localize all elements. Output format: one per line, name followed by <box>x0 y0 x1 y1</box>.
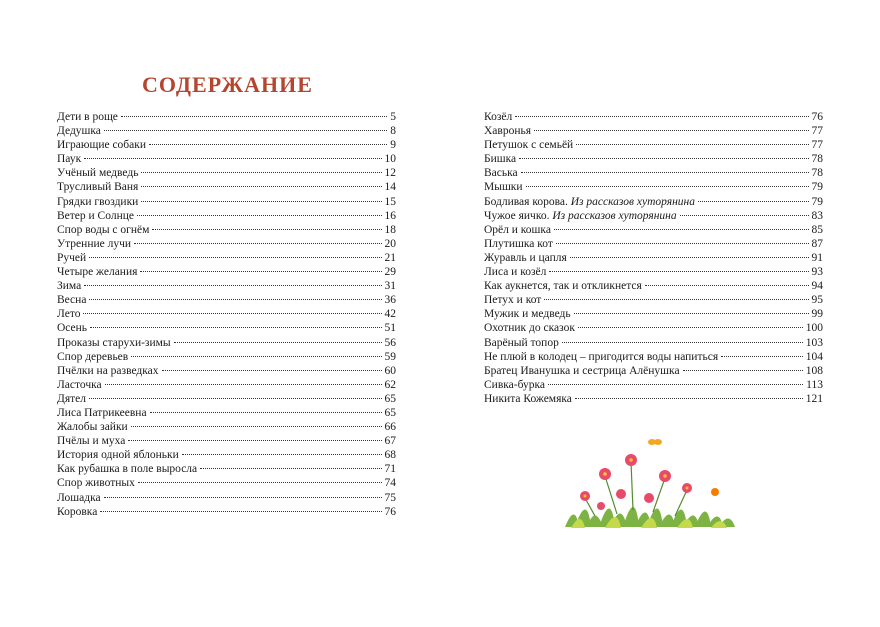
toc-entry-page: 16 <box>384 209 396 222</box>
toc-entry-page: 99 <box>811 308 823 321</box>
toc-left-column <box>57 110 396 519</box>
toc-entry <box>57 237 396 251</box>
toc-entry-page: 77 <box>811 125 823 138</box>
toc-entry <box>57 110 396 124</box>
dot-leader <box>521 172 809 173</box>
toc-entry-page: 79 <box>811 181 823 194</box>
dot-leader <box>174 342 382 343</box>
toc-entry-title: Не плюй в колодец – пригодится воды напиться <box>484 350 719 363</box>
dot-leader <box>83 313 381 314</box>
dot-leader <box>562 342 803 343</box>
toc-entry-title: Бишка <box>484 153 517 166</box>
toc-entry <box>484 378 823 392</box>
dot-leader <box>128 440 381 441</box>
toc-entry <box>484 392 823 406</box>
toc-entry-title: Спор воды с огнём <box>57 223 150 236</box>
toc-entry-title: Никита Кожемяка <box>484 392 572 405</box>
toc-entry-title: Дедушка <box>57 125 101 138</box>
toc-entry <box>484 336 823 350</box>
toc-entry <box>57 251 396 265</box>
toc-entry-title: Ласточка <box>57 378 102 391</box>
toc-entry-title: Пчёлки на разведках <box>57 364 159 377</box>
toc-entry <box>484 364 823 378</box>
dot-leader <box>576 144 808 145</box>
toc-entry-title: Четыре желания <box>57 266 138 279</box>
toc-entry-title: История одной яблоньки <box>57 449 179 462</box>
toc-entry-title: Журавль и цапля <box>484 251 567 264</box>
dot-leader <box>698 201 809 202</box>
toc-entry-page: 103 <box>805 336 823 349</box>
toc-entry-title: Сивка-бурка <box>484 378 546 391</box>
toc-entry-title: Петушок с семьёй <box>484 139 574 152</box>
dot-leader <box>721 356 803 357</box>
toc-entry-title: Варёный топор <box>484 336 559 349</box>
toc-entry-title: Утренние лучи <box>57 237 132 250</box>
dot-leader <box>89 257 381 258</box>
toc-entry <box>484 124 823 138</box>
toc-entry <box>57 223 396 237</box>
toc-entry <box>484 138 823 152</box>
dot-leader <box>534 130 808 131</box>
toc-entry-page: 31 <box>384 280 396 293</box>
toc-entry <box>57 180 396 194</box>
dot-leader <box>544 299 808 300</box>
toc-entry <box>57 336 396 350</box>
toc-entry-page: 8 <box>390 125 396 138</box>
toc-entry <box>57 434 396 448</box>
toc-entry <box>484 195 823 209</box>
toc-entry-page: 18 <box>384 223 396 236</box>
toc-entry <box>57 364 396 378</box>
dot-leader <box>574 313 809 314</box>
toc-entry <box>484 293 823 307</box>
toc-entry-title: Лиса и козёл <box>484 266 547 279</box>
toc-entry-title: Жалобы зайки <box>57 421 128 434</box>
toc-entry <box>57 138 396 152</box>
dot-leader <box>90 327 381 328</box>
toc-entry-title: Дети в роще <box>57 111 118 123</box>
toc-entry <box>57 378 396 392</box>
toc-entry-page: 62 <box>384 378 396 391</box>
toc-entry-page: 87 <box>811 237 823 250</box>
dot-leader <box>104 497 382 498</box>
toc-entry-page: 67 <box>384 435 396 448</box>
toc-right-column <box>484 110 823 406</box>
toc-entry <box>57 448 396 462</box>
toc-entry-note: Из рассказов хуторянина <box>570 195 695 208</box>
toc-entry-page: 68 <box>384 449 396 462</box>
toc-entry-page: 56 <box>384 336 396 349</box>
toc-entry-title: Ветер и Солнце <box>57 209 134 222</box>
toc-entry-page: 71 <box>384 463 396 476</box>
dot-leader <box>149 144 387 145</box>
toc-entry-title: Осень <box>57 322 88 335</box>
toc-entry-title: Козёл <box>484 111 513 123</box>
toc-entry <box>484 307 823 321</box>
dot-leader <box>554 229 809 230</box>
toc-entry-title: Как рубашка в поле выросла <box>57 463 198 476</box>
toc-entry-page: 108 <box>805 364 823 377</box>
toc-entry <box>57 350 396 364</box>
toc-entry <box>57 279 396 293</box>
toc-entry <box>484 180 823 194</box>
dot-leader <box>105 384 382 385</box>
toc-entry-title: Ручей <box>57 251 87 264</box>
dot-leader <box>200 468 381 469</box>
toc-entry-title: Братец Иванушка и сестрица Алёнушка <box>484 364 680 377</box>
toc-entry-page: 113 <box>806 378 823 391</box>
dot-leader <box>141 172 381 173</box>
toc-entry-title: Проказы старухи-зимы <box>57 336 171 349</box>
toc-entry-page: 93 <box>811 266 823 279</box>
toc-entry-title: Пчёлы и муха <box>57 435 126 448</box>
toc-entry-page: 42 <box>384 308 396 321</box>
toc-entry-page: 5 <box>390 111 396 123</box>
toc-entry-title: Лошадка <box>57 491 101 504</box>
toc-entry <box>484 110 823 124</box>
toc-entry-page: 29 <box>384 266 396 279</box>
dot-leader <box>140 271 381 272</box>
toc-entry-page: 74 <box>384 477 396 490</box>
dot-leader <box>575 398 803 399</box>
toc-entry-page: 51 <box>384 322 396 335</box>
toc-entry-page: 76 <box>811 111 823 123</box>
dot-leader <box>680 215 809 216</box>
toc-entry-page: 59 <box>384 350 396 363</box>
toc-entry-page: 94 <box>811 280 823 293</box>
dot-leader <box>131 426 382 427</box>
dot-leader <box>84 285 381 286</box>
toc-entry <box>57 152 396 166</box>
toc-entry-page: 85 <box>811 223 823 236</box>
toc-entry-page: 36 <box>384 294 396 307</box>
toc-entry-title: Орёл и кошка <box>484 223 551 236</box>
toc-entry-title: Паук <box>57 153 82 166</box>
toc-entry-page: 79 <box>811 195 823 208</box>
toc-entry-title: Чужое яичко. Из рассказов хуторянина <box>484 209 677 222</box>
toc-entry <box>484 152 823 166</box>
toc-entry <box>484 237 823 251</box>
toc-entry <box>57 491 396 505</box>
dot-leader <box>162 370 382 371</box>
toc-entry <box>57 420 396 434</box>
dot-leader <box>570 257 809 258</box>
dot-leader <box>141 201 381 202</box>
toc-entry-page: 60 <box>384 364 396 377</box>
toc-entry-page: 78 <box>811 167 823 180</box>
toc-entry-title: Лиса Патрикеевна <box>57 406 147 419</box>
toc-entry <box>484 166 823 180</box>
toc-entry <box>57 209 396 223</box>
toc-entry <box>57 462 396 476</box>
toc-entry-page: 14 <box>384 181 396 194</box>
toc-entry <box>484 265 823 279</box>
toc-entry-page: 100 <box>805 322 823 335</box>
toc-entry-title: Плутишка кот <box>484 237 553 250</box>
toc-entry-page: 121 <box>805 392 823 405</box>
toc-entry <box>484 251 823 265</box>
toc-entry-page: 95 <box>811 294 823 307</box>
toc-entry-title: Охотник до сказок <box>484 322 575 335</box>
toc-entry-title: Весна <box>57 294 87 307</box>
toc-entry-page: 77 <box>811 139 823 152</box>
toc-entry-title: Васька <box>484 167 518 180</box>
dot-leader <box>152 229 381 230</box>
toc-entry <box>484 209 823 223</box>
toc-entry <box>57 293 396 307</box>
flowers-and-butterfly-illustration <box>565 432 735 532</box>
toc-entry-title: Грядки гвоздики <box>57 195 139 208</box>
dot-leader <box>645 285 809 286</box>
dot-leader <box>578 327 803 328</box>
toc-entry <box>57 265 396 279</box>
toc-entry-title: Коровка <box>57 505 98 518</box>
toc-entry-page: 104 <box>805 350 823 363</box>
toc-entry <box>484 223 823 237</box>
dot-leader <box>519 158 808 159</box>
page-title: СОДЕРЖАНИЕ <box>142 72 313 97</box>
toc-entry <box>57 392 396 406</box>
toc-entry-title: Спор деревьев <box>57 350 129 363</box>
toc-entry-page: 75 <box>384 491 396 504</box>
toc-entry <box>484 321 823 335</box>
toc-entry-title: Дятел <box>57 392 87 405</box>
toc-entry-title: Мужик и медведь <box>484 308 571 321</box>
toc-entry <box>57 321 396 335</box>
toc-entry-page: 91 <box>811 251 823 264</box>
dot-leader <box>84 158 381 159</box>
toc-entry-page: 83 <box>811 209 823 222</box>
dot-leader <box>683 370 803 371</box>
dot-leader <box>526 186 809 187</box>
toc-entry <box>57 307 396 321</box>
toc-entry-page: 65 <box>384 392 396 405</box>
dot-leader <box>104 130 387 131</box>
toc-entry-title: Трусливый Ваня <box>57 181 139 194</box>
toc-entry-page: 12 <box>384 167 396 180</box>
toc-entry-title: Петух и кот <box>484 294 542 307</box>
dot-leader <box>556 243 809 244</box>
toc-entry <box>484 350 823 364</box>
dot-leader <box>138 482 382 483</box>
dot-leader <box>515 116 808 117</box>
toc-entry <box>57 166 396 180</box>
toc-entry-title: Играющие собаки <box>57 139 147 152</box>
dot-leader <box>134 243 381 244</box>
toc-entry-page: 20 <box>384 237 396 250</box>
toc-entry <box>57 406 396 420</box>
toc-entry-title: Спор животных <box>57 477 135 490</box>
toc-entry-title: Учёный медведь <box>57 167 139 180</box>
dot-leader <box>137 215 382 216</box>
toc-entry-page: 66 <box>384 421 396 434</box>
dot-leader <box>121 116 387 117</box>
dot-leader <box>100 511 381 512</box>
toc-entry-title: Как аукнется, так и откликнется <box>484 280 642 293</box>
dot-leader <box>89 299 381 300</box>
toc-entry <box>57 505 396 519</box>
dot-leader <box>89 398 381 399</box>
toc-entry-title: Зима <box>57 280 82 293</box>
toc-entry-page: 76 <box>384 505 396 518</box>
dot-leader <box>131 356 381 357</box>
toc-entry <box>57 124 396 138</box>
toc-entry-page: 10 <box>384 153 396 166</box>
toc-entry-title: Мышки <box>484 181 523 194</box>
toc-entry-note: Из рассказов хуторянина <box>552 209 677 222</box>
dot-leader <box>150 412 382 413</box>
toc-entry-title: Бодливая корова. Из рассказов хуторянина <box>484 195 695 208</box>
dot-leader <box>141 186 381 187</box>
toc-entry-page: 65 <box>384 406 396 419</box>
toc-entry-page: 15 <box>384 195 396 208</box>
toc-entry <box>57 476 396 490</box>
toc-entry-page: 78 <box>811 153 823 166</box>
toc-entry <box>484 279 823 293</box>
toc-entry-title: Хавронья <box>484 125 532 138</box>
dot-leader <box>548 384 803 385</box>
dot-leader <box>182 454 382 455</box>
toc-entry <box>57 195 396 209</box>
toc-entry-page: 21 <box>384 251 396 264</box>
toc-entry-page: 9 <box>390 139 396 152</box>
dot-leader <box>549 271 808 272</box>
toc-entry-title: Лето <box>57 308 81 321</box>
